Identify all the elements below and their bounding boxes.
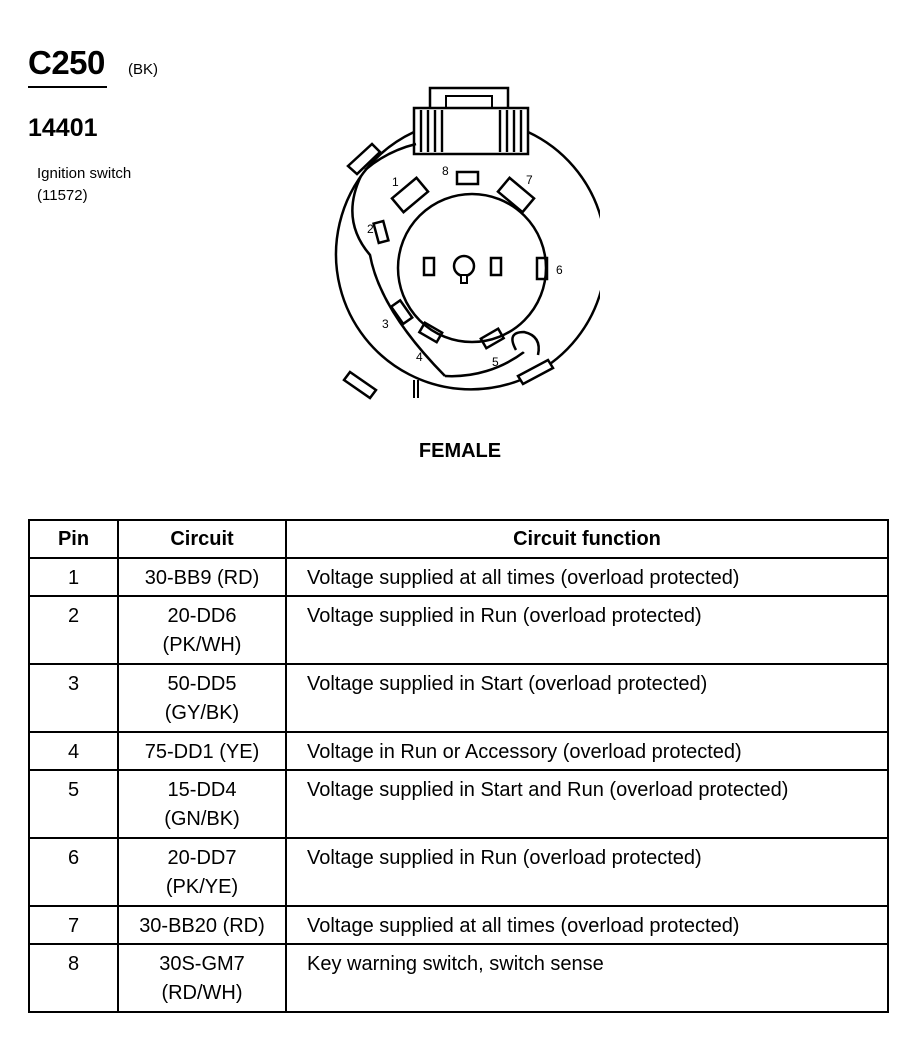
component-description (37, 163, 131, 207)
circuit-function: Voltage in Run or Accessory (overload protected) (286, 732, 888, 770)
connector-id: C250 (28, 44, 105, 81)
pin-label-4: 4 (416, 350, 423, 364)
table-row (29, 770, 888, 838)
housing-tab (344, 372, 376, 398)
circuit-wire-color: (RD/WH) (161, 982, 243, 1004)
pin-label-6: 6 (556, 263, 563, 277)
connector-face-diagram (300, 80, 600, 410)
pin-number: 4 (29, 732, 118, 770)
table-header-row (29, 520, 888, 558)
table-row (29, 906, 888, 944)
table-row (29, 596, 888, 664)
table-row (29, 732, 888, 770)
header-circuit-function: Circuit function (286, 520, 888, 558)
pin-cavity-3 (391, 300, 412, 324)
pin-number: 3 (29, 664, 118, 732)
part-number: 14401 (28, 114, 98, 142)
pin-label-2: 2 (367, 222, 374, 236)
connector-latch (414, 88, 528, 154)
circuit-wire-color: (GN/BK) (164, 808, 240, 830)
circuit-id (118, 558, 286, 596)
circuit-id (118, 664, 286, 732)
circuit-line: 20-DD7 (167, 847, 237, 869)
circuit-line: 15-DD4 (167, 779, 237, 801)
pin-label-3: 3 (382, 317, 389, 331)
circuit-wire-color: (PK/YE) (165, 876, 239, 898)
circuit-line: 75-DD1 (YE) (144, 741, 260, 763)
pin-cavity-4 (419, 323, 442, 343)
pin-label-7: 7 (526, 173, 533, 187)
housing-tab (518, 360, 553, 384)
circuit-line: 50-DD5 (167, 673, 237, 695)
circuit-id (118, 906, 286, 944)
circuit-line: 20-DD6 (167, 605, 237, 627)
header-circuit: Circuit (118, 520, 286, 558)
circuit-id (118, 732, 286, 770)
inner-cavity (424, 258, 434, 275)
table-row (29, 944, 888, 1012)
circuit-line: 30S-GM7 (159, 953, 245, 975)
pin-number: 6 (29, 838, 118, 906)
center-key (454, 256, 474, 276)
circuit-function: Voltage supplied in Start (overload protected) (286, 664, 888, 732)
circuit-function: Voltage supplied at all times (overload protected) (286, 558, 888, 596)
pin-cavity-8 (457, 172, 478, 184)
circuit-function: Voltage supplied at all times (overload protected) (286, 906, 888, 944)
circuit-id (118, 838, 286, 906)
connector-gender-label: FEMALE (418, 440, 502, 462)
pin-number: 5 (29, 770, 118, 838)
pin-number: 7 (29, 906, 118, 944)
circuit-function: Key warning switch, switch sense (286, 944, 888, 1012)
circuit-id (118, 944, 286, 1012)
pin-number: 2 (29, 596, 118, 664)
pin-label-1: 1 (392, 175, 399, 189)
circuit-function: Voltage supplied in Run (overload protected) (286, 596, 888, 664)
pin-cavity-2 (374, 221, 389, 243)
circuit-wire-color: (PK/WH) (162, 634, 242, 656)
pin-label-8: 8 (442, 164, 449, 178)
circuit-id (118, 770, 286, 838)
circuit-function: Voltage supplied in Run (overload protected) (286, 838, 888, 906)
circuit-id (118, 596, 286, 664)
pin-number: 8 (29, 944, 118, 1012)
pin-label-5: 5 (492, 355, 499, 369)
pin-function-table (28, 519, 889, 1013)
connector-color: (BK) (128, 61, 158, 78)
circuit-wire-color: (GY/BK) (164, 702, 240, 724)
locking-bump (512, 332, 538, 355)
pin-number: 1 (29, 558, 118, 596)
circuit-function: Voltage supplied in Start and Run (overload protected) (286, 770, 888, 838)
component-part-ref: (11572) (37, 187, 88, 204)
component-name: Ignition switch (37, 165, 132, 182)
table-row (29, 664, 888, 732)
circuit-line: 30-BB20 (RD) (139, 915, 265, 937)
circuit-line: 30-BB9 (RD) (144, 567, 260, 589)
table-row (29, 838, 888, 906)
inner-cavity (491, 258, 501, 275)
header-pin: Pin (29, 520, 118, 558)
table-row (29, 558, 888, 596)
connector-id-underline (28, 86, 107, 88)
